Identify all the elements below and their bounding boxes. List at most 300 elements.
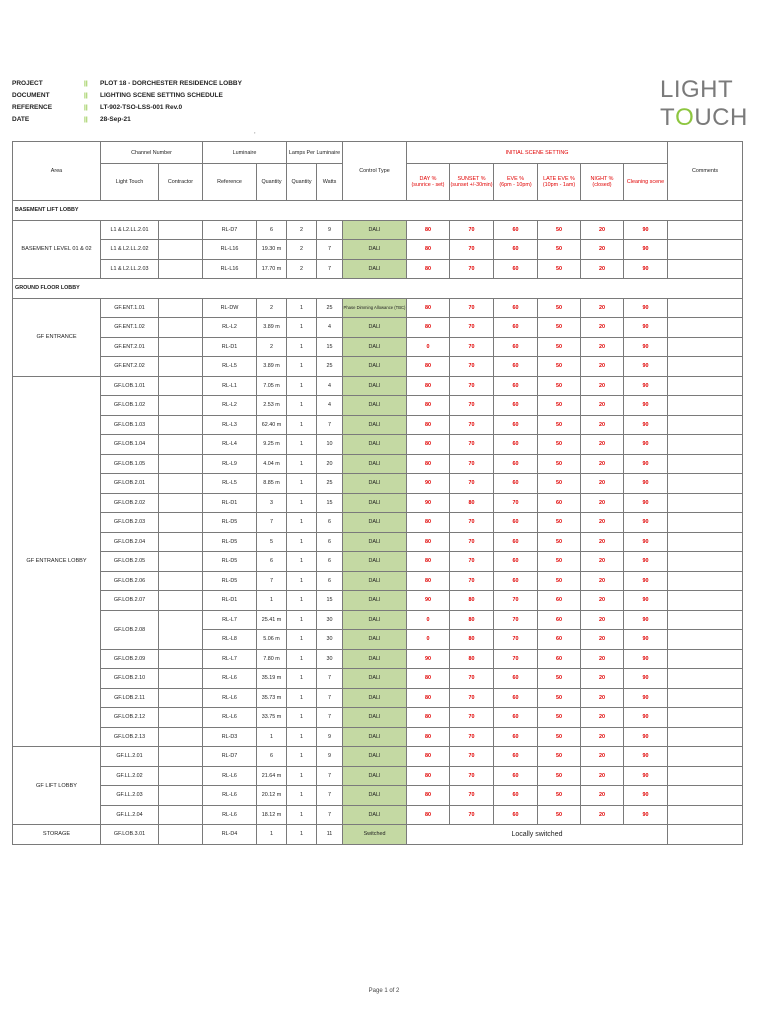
lamp-quantity-cell: 1 [287, 747, 317, 767]
contractor-channel-cell [159, 493, 203, 513]
scene-value-cell: 70 [450, 747, 494, 767]
logo-text: UCH [694, 104, 748, 131]
contractor-channel-cell [159, 454, 203, 474]
luminaire-quantity-cell: 33.75 m [257, 708, 287, 728]
comments-cell [668, 259, 743, 279]
scene-value-cell: 60 [494, 357, 538, 377]
watts-cell: 7 [317, 766, 343, 786]
header-late-eve: LATE EVE % (10pm - 1am) [538, 164, 581, 201]
table-row [13, 318, 743, 338]
table-row [13, 220, 743, 240]
scene-value-cell: 80 [450, 591, 494, 611]
section-row [13, 279, 743, 299]
comments-cell [668, 415, 743, 435]
comments-cell [668, 298, 743, 318]
meta-value: PLOT 18 - DORCHESTER RESIDENCE LOBBY [100, 80, 242, 87]
scene-value-cell: 20 [581, 318, 624, 338]
header-lamp-quantity: Quantity [287, 164, 317, 201]
table-row [13, 435, 743, 455]
area-cell: BASEMENT LEVEL 01 & 02 [13, 220, 101, 279]
table-row [13, 357, 743, 377]
table-row [13, 337, 743, 357]
table-row [13, 513, 743, 533]
meta-separator: || [84, 116, 88, 123]
scene-value-cell: 80 [450, 493, 494, 513]
scene-value-cell: 60 [494, 298, 538, 318]
watts-cell: 25 [317, 298, 343, 318]
scene-value-cell: 90 [624, 474, 668, 494]
scene-value-cell: 80 [407, 708, 450, 728]
header-initial-scene-setting: INITIAL SCENE SETTING [407, 142, 668, 164]
lamp-quantity-cell: 1 [287, 649, 317, 669]
luminaire-reference-cell: RL-L6 [203, 688, 257, 708]
scene-value-cell: 70 [450, 513, 494, 533]
luminaire-quantity-cell: 2 [257, 298, 287, 318]
scene-value-cell: 90 [624, 337, 668, 357]
control-type-cell: DALI [343, 357, 407, 377]
scene-value-cell: 70 [450, 786, 494, 806]
meta-label: DOCUMENT [12, 92, 50, 99]
contractor-channel-cell [159, 220, 203, 240]
luminaire-quantity-cell: 18.12 m [257, 805, 287, 825]
scene-value-cell: 80 [407, 357, 450, 377]
control-type-cell: DALI [343, 318, 407, 338]
scene-value-cell: 60 [494, 435, 538, 455]
contractor-channel-cell [159, 435, 203, 455]
scene-value-cell: 60 [494, 513, 538, 533]
control-type-cell: DALI [343, 532, 407, 552]
scene-value-cell: 90 [624, 649, 668, 669]
scene-value-cell: 50 [538, 552, 581, 572]
scene-value-cell: 70 [450, 220, 494, 240]
scene-value-cell: 90 [624, 240, 668, 260]
header-watts: Watts [317, 164, 343, 201]
scene-value-cell: 50 [538, 571, 581, 591]
scene-value-cell: 90 [624, 532, 668, 552]
scene-value-cell: 20 [581, 493, 624, 513]
luminaire-quantity-cell: 9.25 m [257, 435, 287, 455]
luminaire-reference-cell: RL-D5 [203, 571, 257, 591]
scene-value-cell: 70 [450, 727, 494, 747]
watts-cell: 9 [317, 747, 343, 767]
table-row [13, 766, 743, 786]
luminaire-reference-cell: RL-D1 [203, 337, 257, 357]
control-type-cell: DALI [343, 688, 407, 708]
meta-label: PROJECT [12, 80, 43, 87]
scene-value-cell: 90 [624, 552, 668, 572]
lamp-quantity-cell: 1 [287, 376, 317, 396]
scene-value-cell: 60 [494, 318, 538, 338]
luminaire-reference-cell: RL-L6 [203, 786, 257, 806]
comments-cell [668, 825, 743, 845]
scene-value-cell: 70 [450, 571, 494, 591]
light-touch-channel-cell: GF.LOB.1.02 [101, 396, 159, 416]
scene-value-cell: 60 [538, 630, 581, 650]
control-type-cell: DALI [343, 649, 407, 669]
light-touch-channel-cell: GF.LOB.2.05 [101, 552, 159, 572]
light-touch-logo [660, 76, 768, 132]
control-type-cell: DALI [343, 493, 407, 513]
scene-value-cell: 20 [581, 571, 624, 591]
control-type-cell: DALI [343, 220, 407, 240]
light-touch-channel-cell: GF.LOB.2.11 [101, 688, 159, 708]
light-touch-channel-cell: GF.LOB.1.05 [101, 454, 159, 474]
scene-value-cell: 80 [407, 220, 450, 240]
watts-cell: 30 [317, 630, 343, 650]
luminaire-quantity-cell: 25.41 m [257, 610, 287, 630]
scene-value-cell: 90 [624, 220, 668, 240]
scene-value-cell: 60 [494, 688, 538, 708]
lamp-quantity-cell: 1 [287, 298, 317, 318]
light-touch-channel-cell: GF.LL.2.04 [101, 805, 159, 825]
scene-value-cell: 90 [624, 415, 668, 435]
scene-value-cell: 60 [494, 376, 538, 396]
scene-value-cell: 20 [581, 259, 624, 279]
luminaire-reference-cell: RL-D1 [203, 591, 257, 611]
comments-cell [668, 220, 743, 240]
luminaire-quantity-cell: 1 [257, 825, 287, 845]
control-type-cell: DALI [343, 454, 407, 474]
scene-value-cell: 80 [407, 240, 450, 260]
contractor-channel-cell [159, 610, 203, 649]
luminaire-quantity-cell: 5.06 m [257, 630, 287, 650]
table-row [13, 669, 743, 689]
luminaire-quantity-cell: 62.40 m [257, 415, 287, 435]
logo-bulb-letter: O [675, 104, 695, 131]
comments-cell [668, 454, 743, 474]
contractor-channel-cell [159, 298, 203, 318]
scene-value-cell: 80 [407, 259, 450, 279]
table-row [13, 688, 743, 708]
scene-value-cell: 60 [494, 454, 538, 474]
lamp-quantity-cell: 2 [287, 220, 317, 240]
comments-cell [668, 747, 743, 767]
comments-cell [668, 571, 743, 591]
luminaire-reference-cell: RL-L2 [203, 318, 257, 338]
luminaire-reference-cell: RL-L3 [203, 415, 257, 435]
page-footer: Page 1 of 2 [368, 988, 400, 994]
luminaire-reference-cell: RL-D7 [203, 747, 257, 767]
watts-cell: 7 [317, 259, 343, 279]
watts-cell: 4 [317, 318, 343, 338]
scene-value-cell: 20 [581, 649, 624, 669]
contractor-channel-cell [159, 259, 203, 279]
scene-value-cell: 90 [624, 454, 668, 474]
light-touch-channel-cell: L1 & L2.LL.2.02 [101, 240, 159, 260]
header-reference: Reference [203, 164, 257, 201]
lamp-quantity-cell: 1 [287, 552, 317, 572]
scene-value-cell: 90 [624, 318, 668, 338]
header-light-touch: Light Touch [101, 164, 159, 201]
watts-cell: 7 [317, 240, 343, 260]
scene-value-cell: 60 [494, 727, 538, 747]
area-cell: GF ENTRANCE LOBBY [13, 376, 101, 747]
lamp-quantity-cell: 1 [287, 337, 317, 357]
area-cell: GF ENTRANCE [13, 298, 101, 376]
light-touch-channel-cell: GF.LOB.2.06 [101, 571, 159, 591]
scene-value-cell: 60 [494, 747, 538, 767]
scene-value-cell: 20 [581, 688, 624, 708]
watts-cell: 6 [317, 552, 343, 572]
light-touch-channel-cell: GF.LOB.2.13 [101, 727, 159, 747]
luminaire-quantity-cell: 6 [257, 747, 287, 767]
meta-label: REFERENCE [12, 104, 53, 111]
luminaire-reference-cell: RL-L5 [203, 357, 257, 377]
table-row [13, 649, 743, 669]
scene-value-cell: 60 [494, 240, 538, 260]
luminaire-reference-cell: RL-L7 [203, 649, 257, 669]
scene-value-cell: 50 [538, 786, 581, 806]
lamp-quantity-cell: 1 [287, 415, 317, 435]
scene-value-cell: 80 [407, 786, 450, 806]
scene-value-cell: 60 [494, 766, 538, 786]
scene-value-cell: 20 [581, 357, 624, 377]
meta-separator: || [84, 92, 88, 99]
luminaire-quantity-cell: 6 [257, 552, 287, 572]
scene-value-cell: 60 [538, 610, 581, 630]
area-cell: STORAGE [13, 825, 101, 845]
scene-value-cell: 50 [538, 435, 581, 455]
scene-value-cell: 80 [407, 727, 450, 747]
document-meta [12, 78, 242, 126]
header-night: NIGHT % (closed) [581, 164, 624, 201]
meta-separator: || [84, 80, 88, 87]
comments-cell [668, 532, 743, 552]
header-lamps-per-luminaire: Lamps Per Luminaire [287, 142, 343, 164]
scene-value-cell: 70 [450, 259, 494, 279]
scene-value-cell: 90 [624, 513, 668, 533]
scene-value-cell: 20 [581, 708, 624, 728]
luminaire-reference-cell: RL-D5 [203, 532, 257, 552]
contractor-channel-cell [159, 532, 203, 552]
scene-value-cell: 80 [407, 532, 450, 552]
scene-value-cell: 90 [624, 708, 668, 728]
scene-value-cell: 70 [450, 337, 494, 357]
lighting-schedule-table [12, 141, 743, 845]
light-touch-channel-cell: GF.LOB.1.01 [101, 376, 159, 396]
table-row [13, 454, 743, 474]
scene-value-cell: 80 [407, 669, 450, 689]
scene-value-cell: 80 [407, 454, 450, 474]
contractor-channel-cell [159, 513, 203, 533]
lamp-quantity-cell: 1 [287, 474, 317, 494]
scene-value-cell: 50 [538, 708, 581, 728]
luminaire-reference-cell: RL-D5 [203, 552, 257, 572]
scene-value-cell: 50 [538, 766, 581, 786]
scene-value-cell: 20 [581, 415, 624, 435]
light-touch-channel-cell: L1 & L2.LL.2.01 [101, 220, 159, 240]
luminaire-quantity-cell: 3 [257, 493, 287, 513]
comments-cell [668, 727, 743, 747]
light-touch-channel-cell: GF.LOB.2.08 [101, 610, 159, 649]
light-touch-channel-cell: GF.LOB.1.04 [101, 435, 159, 455]
scene-value-cell: 70 [494, 610, 538, 630]
scene-value-cell: 60 [494, 552, 538, 572]
control-type-cell: DALI [343, 552, 407, 572]
lamp-quantity-cell: 2 [287, 259, 317, 279]
contractor-channel-cell [159, 415, 203, 435]
comments-cell [668, 630, 743, 650]
logo-text: LIGHT T [660, 76, 733, 131]
lamp-quantity-cell: 1 [287, 727, 317, 747]
scene-value-cell: 80 [450, 630, 494, 650]
scene-value-cell: 80 [407, 513, 450, 533]
luminaire-reference-cell: RL-L6 [203, 708, 257, 728]
scene-value-cell: 70 [450, 415, 494, 435]
table-row [13, 259, 743, 279]
lamp-quantity-cell: 1 [287, 396, 317, 416]
comments-cell [668, 513, 743, 533]
scene-value-cell: 20 [581, 786, 624, 806]
table-row [13, 396, 743, 416]
lamp-quantity-cell: 1 [287, 493, 317, 513]
light-touch-channel-cell: GF.LOB.3.01 [101, 825, 159, 845]
scene-value-cell: 20 [581, 805, 624, 825]
scene-value-cell: 80 [450, 610, 494, 630]
contractor-channel-cell [159, 474, 203, 494]
light-touch-channel-cell: GF.LL.2.01 [101, 747, 159, 767]
scene-value-cell: 70 [494, 493, 538, 513]
scene-value-cell: 70 [450, 805, 494, 825]
scene-value-cell: 50 [538, 415, 581, 435]
watts-cell: 30 [317, 649, 343, 669]
scene-value-cell: 50 [538, 688, 581, 708]
control-type-cell: DALI [343, 396, 407, 416]
watts-cell: 25 [317, 474, 343, 494]
scene-value-cell: 70 [450, 318, 494, 338]
table-row [13, 805, 743, 825]
scene-value-cell: 70 [450, 435, 494, 455]
control-type-cell: DALI [343, 610, 407, 630]
light-touch-channel-cell: GF.LOB.2.04 [101, 532, 159, 552]
control-type-cell: DALI [343, 747, 407, 767]
comments-cell [668, 318, 743, 338]
table-row [13, 532, 743, 552]
comments-cell [668, 649, 743, 669]
luminaire-quantity-cell: 7.80 m [257, 649, 287, 669]
comments-cell [668, 786, 743, 806]
comments-cell [668, 337, 743, 357]
watts-cell: 15 [317, 337, 343, 357]
control-type-cell: Phase Dimming Allowance (TBC) [343, 298, 407, 318]
contractor-channel-cell [159, 708, 203, 728]
scene-value-cell: 90 [407, 493, 450, 513]
luminaire-reference-cell: RL-L16 [203, 259, 257, 279]
scene-value-cell: 60 [494, 415, 538, 435]
scene-value-cell: 20 [581, 454, 624, 474]
contractor-channel-cell [159, 766, 203, 786]
contractor-channel-cell [159, 376, 203, 396]
scene-note-cell: Locally switched [407, 825, 668, 845]
comments-cell [668, 688, 743, 708]
scene-value-cell: 20 [581, 396, 624, 416]
scene-value-cell: 90 [624, 727, 668, 747]
scene-value-cell: 90 [624, 766, 668, 786]
scene-value-cell: 50 [538, 532, 581, 552]
scene-value-cell: 50 [538, 669, 581, 689]
light-touch-channel-cell: GF.LOB.2.01 [101, 474, 159, 494]
scene-value-cell: 50 [538, 318, 581, 338]
luminaire-reference-cell: RL-L5 [203, 474, 257, 494]
watts-cell: 15 [317, 493, 343, 513]
watts-cell: 4 [317, 396, 343, 416]
meta-value: LIGHTING SCENE SETTING SCHEDULE [100, 92, 223, 99]
control-type-cell: DALI [343, 786, 407, 806]
scene-value-cell: 80 [407, 571, 450, 591]
control-type-cell: Switched [343, 825, 407, 845]
scene-value-cell: 90 [624, 396, 668, 416]
scene-value-cell: 90 [624, 591, 668, 611]
table-row [13, 610, 743, 630]
control-type-cell: DALI [343, 259, 407, 279]
scene-value-cell: 60 [494, 805, 538, 825]
scene-value-cell: 60 [494, 786, 538, 806]
scene-value-cell: 90 [624, 259, 668, 279]
section-row [13, 201, 743, 221]
scene-value-cell: 70 [450, 298, 494, 318]
luminaire-reference-cell: RL-D4 [203, 825, 257, 845]
scene-value-cell: 80 [407, 552, 450, 572]
luminaire-quantity-cell: 3.89 m [257, 357, 287, 377]
contractor-channel-cell [159, 649, 203, 669]
control-type-cell: DALI [343, 591, 407, 611]
watts-cell: 30 [317, 610, 343, 630]
table-row [13, 552, 743, 572]
scene-value-cell: 70 [450, 396, 494, 416]
scene-value-cell: 50 [538, 727, 581, 747]
luminaire-reference-cell: RL-L16 [203, 240, 257, 260]
comments-cell [668, 357, 743, 377]
light-touch-channel-cell: GF.LL.2.03 [101, 786, 159, 806]
contractor-channel-cell [159, 747, 203, 767]
scene-value-cell: 20 [581, 220, 624, 240]
light-touch-channel-cell: L1 & L2.LL.2.03 [101, 259, 159, 279]
watts-cell: 15 [317, 591, 343, 611]
luminaire-reference-cell: RL-L6 [203, 766, 257, 786]
control-type-cell: DALI [343, 805, 407, 825]
header-area: Area [13, 142, 101, 201]
scene-value-cell: 50 [538, 396, 581, 416]
comments-cell [668, 552, 743, 572]
scene-value-cell: 50 [538, 259, 581, 279]
scene-value-cell: 70 [450, 376, 494, 396]
scene-value-cell: 0 [407, 337, 450, 357]
light-touch-channel-cell: GF.LOB.1.03 [101, 415, 159, 435]
luminaire-reference-cell: RL-D3 [203, 727, 257, 747]
watts-cell: 4 [317, 376, 343, 396]
lamp-quantity-cell: 1 [287, 766, 317, 786]
scene-value-cell: 80 [407, 298, 450, 318]
control-type-cell: DALI [343, 240, 407, 260]
lamp-quantity-cell: 1 [287, 688, 317, 708]
watts-cell: 6 [317, 532, 343, 552]
scene-value-cell: 20 [581, 747, 624, 767]
scene-value-cell: 50 [538, 357, 581, 377]
scene-value-cell: 80 [407, 396, 450, 416]
lamp-quantity-cell: 1 [287, 435, 317, 455]
watts-cell: 7 [317, 708, 343, 728]
scene-value-cell: 80 [407, 766, 450, 786]
scene-value-cell: 70 [450, 766, 494, 786]
scene-value-cell: 20 [581, 532, 624, 552]
scene-value-cell: 70 [450, 357, 494, 377]
comments-cell [668, 493, 743, 513]
scene-value-cell: 70 [450, 552, 494, 572]
scene-value-cell: 90 [624, 376, 668, 396]
light-touch-channel-cell: GF.LOB.2.03 [101, 513, 159, 533]
scene-value-cell: 80 [407, 318, 450, 338]
watts-cell: 11 [317, 825, 343, 845]
